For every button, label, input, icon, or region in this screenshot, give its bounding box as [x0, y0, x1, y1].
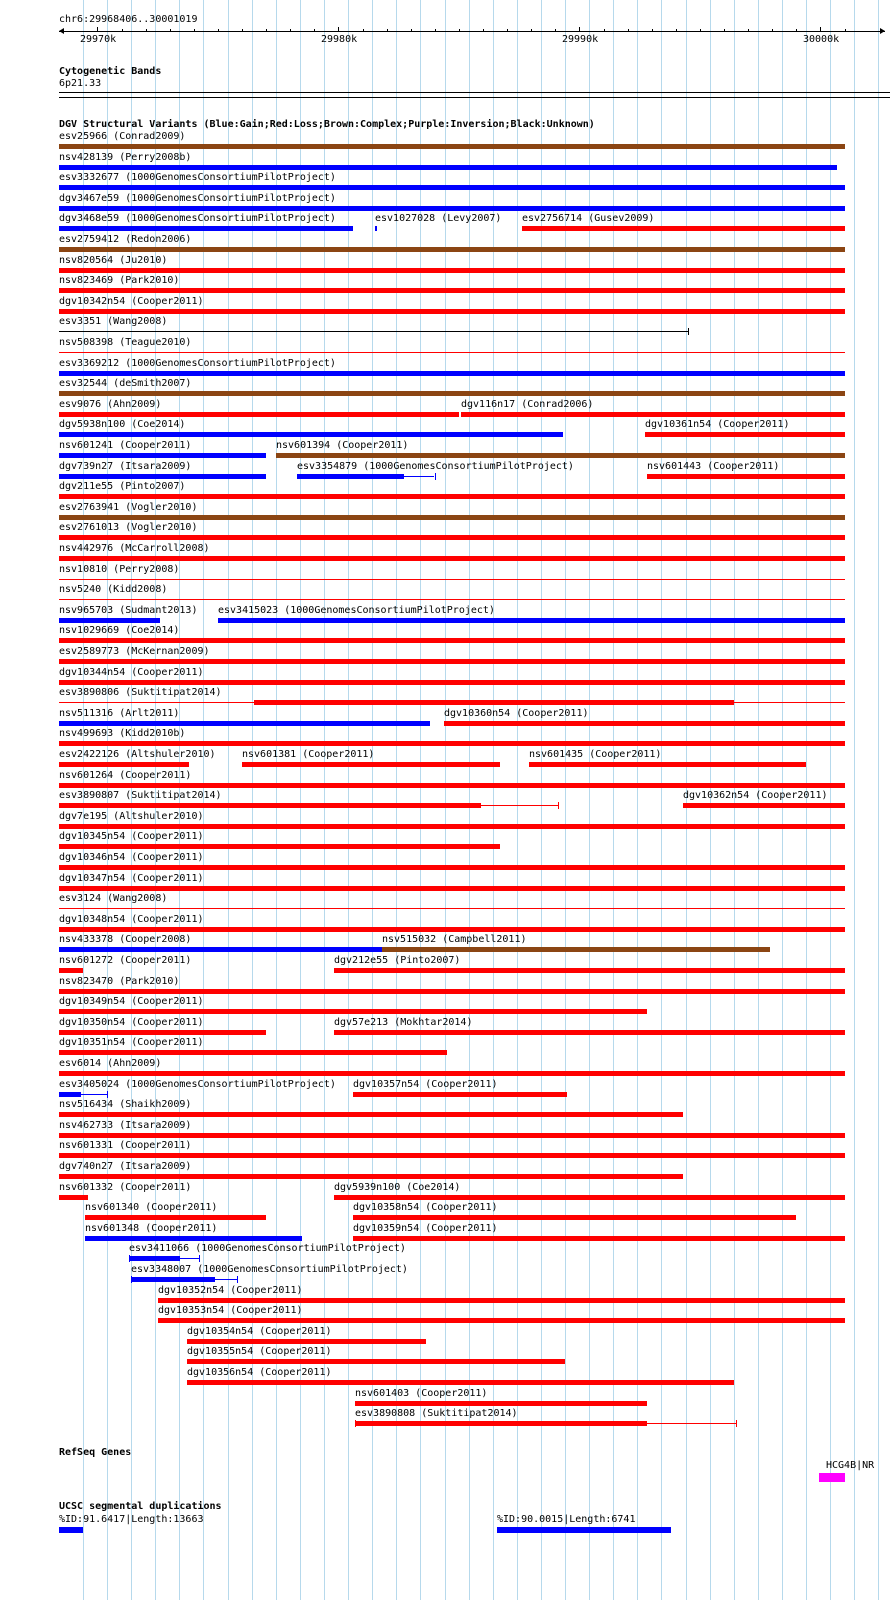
- variant-label[interactable]: dgv5938n100 (Coe2014): [59, 419, 186, 430]
- variant-bar[interactable]: [645, 432, 845, 437]
- variant-bar[interactable]: [59, 226, 353, 231]
- variant-bar[interactable]: [85, 1236, 302, 1241]
- variant-label[interactable]: nsv601394 (Cooper2011): [276, 440, 409, 451]
- variant-label[interactable]: dgv10342n54 (Cooper2011): [59, 296, 204, 307]
- variant-label[interactable]: nsv820564 (Ju2010): [59, 255, 168, 266]
- variant-label[interactable]: dgv116n17 (Conrad2006): [461, 399, 594, 410]
- ruler-minor-tick: [435, 29, 436, 32]
- ruler-minor-tick: [218, 29, 219, 32]
- ruler-tick-label: 29990k: [562, 34, 599, 45]
- variant-label[interactable]: esv2756714 (Gusev2009): [522, 213, 655, 224]
- variant-label[interactable]: dgv10351n54 (Cooper2011): [59, 1037, 204, 1048]
- variant-line[interactable]: [59, 331, 688, 332]
- variant-bar[interactable]: [59, 371, 845, 376]
- variant-bar[interactable]: [334, 1195, 845, 1200]
- variant-label[interactable]: esv9076 (Ahn2009): [59, 399, 162, 410]
- variant-label[interactable]: nsv499693 (Kidd2010b): [59, 728, 186, 739]
- variant-endcap: [355, 1420, 356, 1427]
- ruler-minor-tick: [845, 29, 846, 32]
- ruler-minor-tick: [820, 29, 821, 32]
- variant-label[interactable]: dgv5939n100 (Coe2014): [334, 1182, 461, 1193]
- variant-extent-line: [59, 805, 558, 806]
- variant-label[interactable]: dgv10346n54 (Cooper2011): [59, 852, 204, 863]
- ruler-minor-tick: [266, 29, 267, 32]
- variant-label[interactable]: nsv442976 (McCarroll2008): [59, 543, 210, 554]
- variant-label[interactable]: esv2763941 (Vogler2010): [59, 502, 198, 513]
- variant-label[interactable]: nsv601331 (Cooper2011): [59, 1140, 192, 1151]
- segdup-track-title[interactable]: UCSC segmental duplications: [59, 1501, 222, 1512]
- variant-label[interactable]: nsv965703 (Sudmant2013): [59, 605, 198, 616]
- cytoband-track-title[interactable]: Cytogenetic Bands: [59, 66, 162, 77]
- variant-bar[interactable]: [59, 1071, 845, 1076]
- ruler-minor-tick: [363, 29, 364, 32]
- variant-line[interactable]: [59, 579, 845, 580]
- cytoband-name: 6p21.33: [59, 78, 102, 89]
- variant-label[interactable]: nsv1029669 (Coe2014): [59, 625, 180, 636]
- variant-label[interactable]: nsv511316 (Arlt2011): [59, 708, 180, 719]
- variant-label[interactable]: esv3411066 (1000GenomesConsortiumPilotProject): [129, 1243, 406, 1254]
- ruler-minor-tick: [459, 29, 460, 32]
- ruler-minor-tick: [555, 29, 556, 32]
- variant-label[interactable]: nsv428139 (Perry2008b): [59, 152, 192, 163]
- variant-bar[interactable]: [59, 453, 266, 458]
- ruler-minor-tick: [579, 29, 580, 32]
- variant-label[interactable]: nsv508398 (Teague2010): [59, 337, 192, 348]
- variant-label[interactable]: nsv462733 (Itsara2009): [59, 1120, 192, 1131]
- variant-bar[interactable]: [59, 886, 845, 891]
- variant-bar[interactable]: [254, 700, 734, 705]
- variant-label[interactable]: esv32544 (deSmith2007): [59, 378, 192, 389]
- variant-label[interactable]: esv3415023 (1000GenomesConsortiumPilotProject): [218, 605, 495, 616]
- variant-bar[interactable]: [59, 680, 845, 685]
- variant-bar[interactable]: [334, 1030, 845, 1035]
- grid-line: [854, 0, 855, 1600]
- variant-bar[interactable]: [59, 659, 845, 664]
- variant-label[interactable]: dgv10360n54 (Cooper2011): [444, 708, 589, 719]
- variant-label[interactable]: esv3124 (Wang2008): [59, 893, 168, 904]
- variant-bar[interactable]: [59, 432, 563, 437]
- grid-line: [589, 0, 590, 1600]
- refseq-track-title[interactable]: RefSeq Genes: [59, 1447, 132, 1458]
- gene-label[interactable]: HCG4B|NR: [826, 1460, 875, 1471]
- variant-label[interactable]: dgv10352n54 (Cooper2011): [158, 1285, 303, 1296]
- variant-bar[interactable]: [59, 535, 845, 540]
- grid-line: [613, 0, 614, 1600]
- ruler-minor-tick: [122, 29, 123, 32]
- variant-bar[interactable]: [59, 1133, 845, 1138]
- variant-bar[interactable]: [59, 844, 500, 849]
- variant-label[interactable]: nsv601241 (Cooper2011): [59, 440, 192, 451]
- ruler-minor-tick: [531, 29, 532, 32]
- variant-bar[interactable]: [59, 556, 845, 561]
- variant-bar[interactable]: [218, 618, 845, 623]
- segdup-label[interactable]: %ID:90.0015|Length:6741: [497, 1514, 636, 1525]
- grid-line: [637, 0, 638, 1600]
- variant-label[interactable]: esv3369212 (1000GenomesConsortiumPilotProject): [59, 358, 336, 369]
- variant-label[interactable]: dgv10357n54 (Cooper2011): [353, 1079, 498, 1090]
- variant-line[interactable]: [59, 908, 845, 909]
- variant-label[interactable]: dgv10362n54 (Cooper2011): [683, 790, 828, 801]
- ruler-minor-tick: [652, 29, 653, 32]
- variant-label[interactable]: nsv823470 (Park2010): [59, 976, 180, 987]
- ruler-tick-label: 29970k: [80, 34, 117, 45]
- variant-extent-line: [355, 1423, 736, 1424]
- variant-label[interactable]: esv1027028 (Levy2007): [375, 213, 502, 224]
- variant-bar[interactable]: [59, 1112, 683, 1117]
- variant-endcap: [688, 328, 689, 335]
- variant-bar[interactable]: [59, 947, 382, 952]
- variant-label[interactable]: esv2759412 (Redon2006): [59, 234, 192, 245]
- ruler-tick-label: 29980k: [321, 34, 358, 45]
- position-label: chr6:29968406..30001019: [59, 14, 198, 25]
- grid-line: [565, 0, 566, 1600]
- segdup-label[interactable]: %ID:91.6417|Length:13663: [59, 1514, 204, 1525]
- cytoband-rule-bottom: [59, 97, 890, 98]
- variant-bar[interactable]: [59, 762, 189, 767]
- variant-line[interactable]: [59, 599, 845, 600]
- variant-label[interactable]: nsv601272 (Cooper2011): [59, 955, 192, 966]
- variant-bar[interactable]: [59, 1195, 88, 1200]
- ruler-minor-tick: [387, 29, 388, 32]
- ruler-minor-tick: [628, 29, 629, 32]
- variant-extent-line: [297, 476, 434, 477]
- variant-bar[interactable]: [59, 391, 845, 396]
- ruler-minor-tick: [242, 29, 243, 32]
- variant-bar[interactable]: [59, 1050, 447, 1055]
- variant-bar[interactable]: [59, 618, 160, 623]
- variant-bar[interactable]: [59, 1030, 266, 1035]
- variant-label[interactable]: esv25966 (Conrad2009): [59, 131, 186, 142]
- scroll-right-icon[interactable]: [880, 28, 885, 34]
- variant-bar[interactable]: [85, 1215, 266, 1220]
- variant-bar[interactable]: [59, 721, 430, 726]
- variant-label[interactable]: dgv10353n54 (Cooper2011): [158, 1305, 303, 1316]
- ruler-minor-tick: [796, 29, 797, 32]
- variant-label[interactable]: dgv7e195 (Altshuler2010): [59, 811, 204, 822]
- variant-bar[interactable]: [59, 165, 837, 170]
- variant-label[interactable]: dgv212e55 (Pinto2007): [334, 955, 461, 966]
- variant-label[interactable]: nsv515032 (Campbell2011): [382, 934, 527, 945]
- ruler-minor-tick: [772, 29, 773, 32]
- ruler-minor-tick: [146, 29, 147, 32]
- variant-line[interactable]: [59, 352, 845, 353]
- variant-label[interactable]: nsv601332 (Cooper2011): [59, 1182, 192, 1193]
- variant-endcap: [558, 802, 559, 809]
- variant-bar[interactable]: [59, 989, 845, 994]
- variant-bar[interactable]: [59, 741, 845, 746]
- variant-bar[interactable]: [59, 494, 845, 499]
- variant-bar[interactable]: [59, 185, 845, 190]
- variant-bar[interactable]: [158, 1298, 845, 1303]
- dgv-track-title[interactable]: DGV Structural Variants (Blue:Gain;Red:Loss;Brown:Complex;Purple:Inversion;Black:Unknown): [59, 119, 595, 130]
- variant-bar[interactable]: [187, 1380, 734, 1385]
- variant-endcap: [435, 473, 436, 480]
- grid-line: [830, 0, 831, 1600]
- ruler-minor-tick: [97, 29, 98, 32]
- variant-label[interactable]: dgv10345n54 (Cooper2011): [59, 831, 204, 842]
- variant-bar[interactable]: [59, 968, 83, 973]
- ruler-minor-tick: [700, 29, 701, 32]
- variant-label[interactable]: dgv10359n54 (Cooper2011): [353, 1223, 498, 1234]
- variant-label[interactable]: esv3890808 (Suktitipat2014): [355, 1408, 518, 1419]
- variant-extent-line: [129, 1258, 199, 1259]
- cytoband-rule-top: [59, 92, 890, 93]
- segdup-bar[interactable]: [497, 1527, 671, 1533]
- variant-label[interactable]: dgv10354n54 (Cooper2011): [187, 1326, 332, 1337]
- variant-label[interactable]: nsv433378 (Cooper2008): [59, 934, 192, 945]
- variant-bar[interactable]: [59, 927, 845, 932]
- ruler-minor-tick: [338, 29, 339, 32]
- variant-label[interactable]: nsv516434 (Shaikh2009): [59, 1099, 192, 1110]
- variant-bar[interactable]: [444, 721, 845, 726]
- variant-label[interactable]: esv3890807 (Suktitipat2014): [59, 790, 222, 801]
- variant-bar[interactable]: [355, 1401, 647, 1406]
- segdup-bar[interactable]: [59, 1527, 83, 1533]
- variant-label[interactable]: dgv10344n54 (Cooper2011): [59, 667, 204, 678]
- variant-bar[interactable]: [59, 206, 845, 211]
- variant-bar[interactable]: [683, 803, 845, 808]
- variant-bar[interactable]: [59, 247, 845, 252]
- variant-extent-line: [59, 1094, 107, 1095]
- variant-label[interactable]: nsv601443 (Cooper2011): [647, 461, 780, 472]
- variant-label[interactable]: esv3348007 (1000GenomesConsortiumPilotProject): [131, 1264, 408, 1275]
- variant-endcap: [129, 1255, 130, 1262]
- variant-label[interactable]: esv3405024 (1000GenomesConsortiumPilotProject): [59, 1079, 336, 1090]
- variant-endcap: [131, 1276, 132, 1283]
- variant-bar[interactable]: [461, 412, 845, 417]
- gene-bar[interactable]: [819, 1473, 845, 1482]
- variant-endcap: [107, 1091, 108, 1098]
- variant-bar[interactable]: [59, 144, 845, 149]
- ruler-minor-tick: [314, 29, 315, 32]
- variant-bar[interactable]: [59, 783, 845, 788]
- variant-bar[interactable]: [59, 1153, 845, 1158]
- variant-label[interactable]: nsv10810 (Perry2008): [59, 564, 180, 575]
- variant-bar[interactable]: [59, 515, 845, 520]
- variant-bar[interactable]: [522, 226, 845, 231]
- variant-label[interactable]: nsv5240 (Kidd2008): [59, 584, 168, 595]
- variant-label[interactable]: dgv3467e59 (1000GenomesConsortiumPilotProject): [59, 193, 336, 204]
- variant-label[interactable]: dgv10348n54 (Cooper2011): [59, 914, 204, 925]
- ruler-minor-tick: [194, 29, 195, 32]
- variant-label[interactable]: dgv10355n54 (Cooper2011): [187, 1346, 332, 1357]
- variant-label[interactable]: dgv10361n54 (Cooper2011): [645, 419, 790, 430]
- ruler-minor-tick: [411, 29, 412, 32]
- variant-label[interactable]: esv2589773 (McKernan2009): [59, 646, 210, 657]
- variant-bar[interactable]: [59, 309, 845, 314]
- variant-bar[interactable]: [187, 1339, 426, 1344]
- ruler-minor-tick: [507, 29, 508, 32]
- variant-label[interactable]: dgv10347n54 (Cooper2011): [59, 873, 204, 884]
- variant-label[interactable]: dgv57e213 (Mokhtar2014): [334, 1017, 473, 1028]
- variant-bar[interactable]: [59, 288, 845, 293]
- variant-bar[interactable]: [353, 1092, 567, 1097]
- variant-label[interactable]: esv3354879 (1000GenomesConsortiumPilotProject): [297, 461, 574, 472]
- ruler-minor-tick: [724, 29, 725, 32]
- variant-bar[interactable]: [59, 638, 845, 643]
- variant-label[interactable]: nsv601403 (Cooper2011): [355, 1388, 488, 1399]
- variant-bar[interactable]: [529, 762, 806, 767]
- variant-endcap: [736, 1420, 737, 1427]
- variant-label[interactable]: nsv823469 (Park2010): [59, 275, 180, 286]
- variant-bar[interactable]: [59, 824, 845, 829]
- variant-label[interactable]: nsv601435 (Cooper2011): [529, 749, 662, 760]
- variant-label[interactable]: esv3332677 (1000GenomesConsortiumPilotProject): [59, 172, 336, 183]
- variant-bar[interactable]: [187, 1359, 565, 1364]
- ruler-minor-tick: [604, 29, 605, 32]
- variant-bar[interactable]: [59, 268, 845, 273]
- ruler-minor-tick: [748, 29, 749, 32]
- variant-bar[interactable]: [375, 226, 377, 231]
- variant-bar[interactable]: [59, 1174, 683, 1179]
- variant-label[interactable]: nsv601381 (Cooper2011): [242, 749, 375, 760]
- variant-endcap: [199, 1255, 200, 1262]
- variant-label[interactable]: nsv601348 (Cooper2011): [85, 1223, 218, 1234]
- ruler-tick-label: 30000k: [803, 34, 840, 45]
- variant-label[interactable]: dgv211e55 (Pinto2007): [59, 481, 186, 492]
- variant-bar[interactable]: [382, 947, 770, 952]
- variant-label[interactable]: nsv601264 (Cooper2011): [59, 770, 192, 781]
- variant-bar[interactable]: [59, 1009, 647, 1014]
- variant-label[interactable]: dgv740n27 (Itsara2009): [59, 1161, 192, 1172]
- variant-bar[interactable]: [353, 1215, 796, 1220]
- variant-bar[interactable]: [59, 474, 266, 479]
- grid-line: [878, 0, 879, 1600]
- ruler-axis: [59, 31, 885, 32]
- variant-bar[interactable]: [276, 453, 845, 458]
- variant-label[interactable]: dgv10349n54 (Cooper2011): [59, 996, 204, 1007]
- ruler-minor-tick: [676, 29, 677, 32]
- variant-bar[interactable]: [334, 968, 845, 973]
- variant-label[interactable]: esv2761013 (Vogler2010): [59, 522, 198, 533]
- ruler-minor-tick: [290, 29, 291, 32]
- variant-label[interactable]: dgv10358n54 (Cooper2011): [353, 1202, 498, 1213]
- ruler-minor-tick: [483, 29, 484, 32]
- variant-label[interactable]: dgv10356n54 (Cooper2011): [187, 1367, 332, 1378]
- variant-bar[interactable]: [647, 474, 845, 479]
- variant-label[interactable]: dgv10350n54 (Cooper2011): [59, 1017, 204, 1028]
- variant-bar[interactable]: [242, 762, 500, 767]
- variant-bar[interactable]: [59, 412, 459, 417]
- variant-label[interactable]: esv2422126 (Altshuler2010): [59, 749, 216, 760]
- grid-line: [661, 0, 662, 1600]
- variant-bar[interactable]: [353, 1236, 845, 1241]
- variant-bar[interactable]: [59, 865, 845, 870]
- ruler-minor-tick: [170, 29, 171, 32]
- variant-extent-line: [131, 1279, 237, 1280]
- variant-label[interactable]: nsv601340 (Cooper2011): [85, 1202, 218, 1213]
- variant-label[interactable]: esv3351 (Wang2008): [59, 316, 168, 327]
- variant-label[interactable]: esv3890806 (Suktitipat2014): [59, 687, 222, 698]
- variant-label[interactable]: esv6014 (Ahn2009): [59, 1058, 162, 1069]
- variant-bar[interactable]: [158, 1318, 845, 1323]
- variant-endcap: [237, 1276, 238, 1283]
- variant-label[interactable]: dgv3468e59 (1000GenomesConsortiumPilotProject): [59, 213, 336, 224]
- variant-label[interactable]: dgv739n27 (Itsara2009): [59, 461, 192, 472]
